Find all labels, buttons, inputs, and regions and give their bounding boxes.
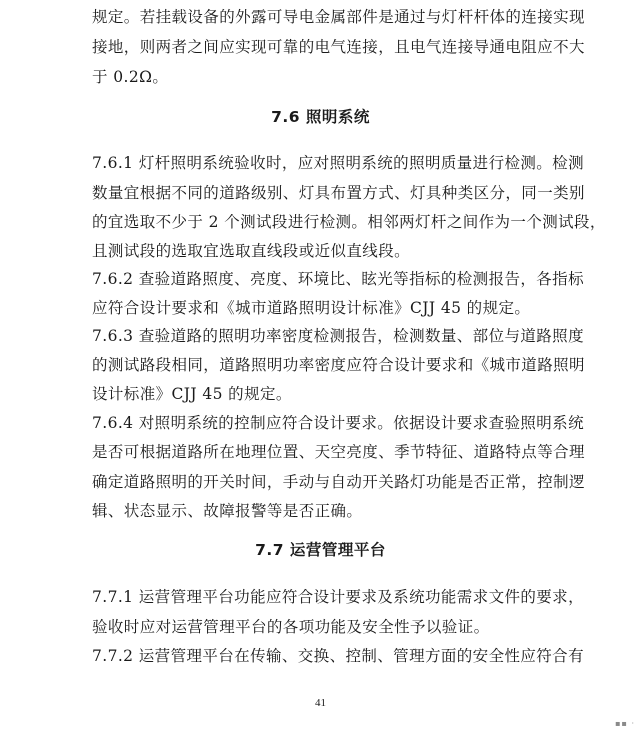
clause-7-6-4-line: 确定道路照明的开关时间，手动与自动开关路灯功能是否正常，控制逻 — [92, 473, 585, 491]
clause-7-6-2-line: 7.6.2 查验道路照度、亮度、环境比、眩光等指标的检测报告，各指标 — [92, 270, 584, 288]
paragraph-line: 规定。若挂载设备的外露可导电金属部件是通过与灯杆杆体的连接实现 — [92, 8, 585, 26]
clause-7-6-4-line: 是否可根据道路所在地理位置、天空亮度、季节特征、道路特点等合理 — [92, 443, 585, 461]
section-heading-7-7: 7.7 运营管理平台 — [255, 541, 386, 559]
clause-7-6-3-line: 7.6.3 查验道路的照明功率密度检测报告，检测数量、部位与道路照度 — [92, 327, 584, 345]
clause-7-6-4-line: 7.6.4 对照明系统的控制应符合设计要求。依据设计要求查验照明系统 — [92, 414, 584, 432]
clause-7-6-1-line: 且测试段的选取宜选取直线段或近似直线段。 — [92, 242, 411, 260]
clause-7-6-2-line: 应符合设计要求和《城市道路照明设计标准》CJJ 45 的规定。 — [92, 299, 531, 317]
scan-artifact-mark: ▪▪ · — [615, 719, 635, 728]
clause-7-6-4-line: 辑、状态显示、故障报警等是否正确。 — [92, 502, 363, 520]
clause-7-6-3-line: 设计标准》CJJ 45 的规定。 — [92, 385, 292, 403]
clause-7-7-1-line: 7.7.1 运营管理平台功能应符合设计要求及系统功能需求文件的要求， — [92, 588, 584, 606]
section-heading-7-6: 7.6 照明系统 — [271, 108, 370, 126]
clause-7-6-1-line: 数量宜根据不同的道路级别、灯具布置方式、灯具种类区分，同一类别 — [92, 184, 585, 202]
paragraph-line: 于 0.2Ω。 — [92, 68, 169, 86]
clause-7-7-1-line: 验收时应对运营管理平台的各项功能及安全性予以验证。 — [92, 618, 490, 636]
clause-7-6-1-line: 7.6.1 灯杆照明系统验收时，应对照明系统的照明质量进行检测。检测 — [92, 154, 584, 172]
clause-7-6-1-line: 的宜选取不少于 2 个测试段进行检测。相邻两灯杆之间作为一个测试段， — [92, 213, 606, 231]
page-number: 41 — [315, 697, 326, 709]
paragraph-line: 接地，则两者之间应实现可靠的电气连接，且电气连接导通电阻应不大 — [92, 38, 585, 56]
clause-7-6-3-line: 的测试路段相同，道路照明功率密度应符合设计要求和《城市道路照明 — [92, 356, 585, 374]
clause-7-7-2-line: 7.7.2 运营管理平台在传输、交换、控制、管理方面的安全性应符合有 — [92, 647, 584, 665]
